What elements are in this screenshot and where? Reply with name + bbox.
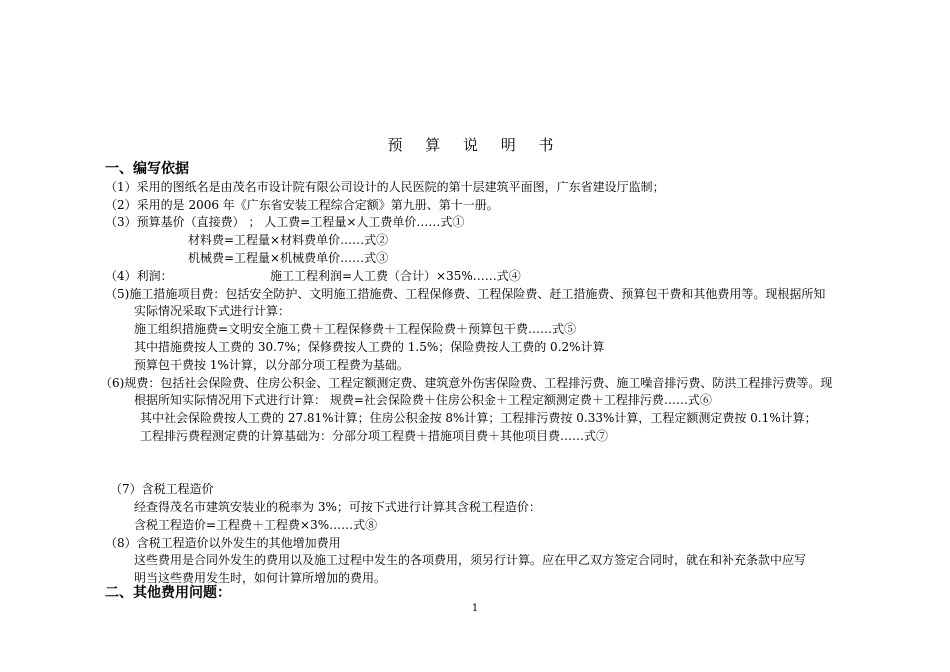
line-extra-desc-cont: 明当这些费用发生时，如何计算所增加的费用。 (134, 571, 387, 585)
document-title: 预 算 说 明 书 (387, 136, 563, 154)
page-number: 1 (471, 603, 479, 614)
line-measures-base: 预算包干费按 1%计算，以分部分项工程费为基础。 (134, 358, 409, 372)
line-measures-formula: 施工组织措施费=文明安全施工费＋工程保修费＋工程保险费＋预算包干费……式⑤ (134, 322, 577, 336)
line-tax-heading: （7）含税工程造价 (110, 482, 214, 496)
line-2: （2）采用的是 2006 年《广东省安装工程综合定额》第九册、第十一册。 (105, 198, 499, 212)
line-extra-desc: 这些费用是合同外发生的费用以及施工过程中发生的各项费用，须另行计算。应在甲乙双方签定合同时，就在和补充条款中应写 (134, 553, 807, 567)
line-extra-heading: （8）含税工程造价以外发生的其他增加费用 (105, 536, 341, 550)
line-3: （3）预算基价（直接费） ； 人工费=工程量×人工费单价……式① (105, 215, 465, 229)
line-fees-base: 工程排污费程测定费的计算基础为：分部分项工程费＋措施项目费＋其他项目费……式⑦ (140, 429, 609, 443)
line-machine: 机械费=工程量×机械费单价……式③ (188, 251, 389, 265)
line-tax-rate: 经查得茂名市建筑安装业的税率为 3%；可按下式进行计算其含税工程造价： (134, 500, 541, 514)
line-fees-formula: 根据所知实际情况用下式进行计算： 规费=社会保险费＋住房公积金＋工程定额测定费＋工程排污费……式⑥ (134, 393, 712, 407)
line-1: （1）采用的图纸名是由茂名市设计院有限公司设计的人民医院的第十层建筑平面图，广东省建设厅监制； (105, 180, 665, 194)
line-material: 材料费=工程量×材料费单价……式② (188, 233, 389, 247)
line-measures-rates: 其中措施费按人工费的 30.7%；保修费按人工费的 1.5%；保险费按人工费的 0.2%计算 (134, 340, 605, 354)
line-fees: （6)规费：包括社会保险费、住房公积金、工程定额测定费、建筑意外伤害保险费、工程排污费、施工噪音排污费、防洪工程排污费等。现 (100, 376, 833, 390)
section-heading-basis: 一、编写依据 (105, 161, 189, 177)
line-tax-formula: 含税工程造价=工程费＋工程费×3%……式⑧ (134, 518, 378, 532)
line-measures: （5)施工措施项目费：包括安全防护、文明施工措施费、工程保修费、工程保险费、赶工措施费、预算包干费和其他费用等。现根据所知 (105, 287, 826, 301)
section-heading-other: 二、其他费用问题： (105, 585, 231, 601)
line-profit-formula: 施工工程利润=人工费（合计）×35%……式④ (270, 269, 521, 283)
line-measures-cont: 实际情况采取下式进行计算： (134, 304, 291, 318)
line-profit-label: （4）利润： (105, 269, 173, 283)
line-fees-rates: 其中社会保险费按人工费的 27.81%计算；住房公积金按 8%计算；工程排污费按 0.33%计算，工程定额测定费按 0.1%计算； (140, 411, 817, 425)
